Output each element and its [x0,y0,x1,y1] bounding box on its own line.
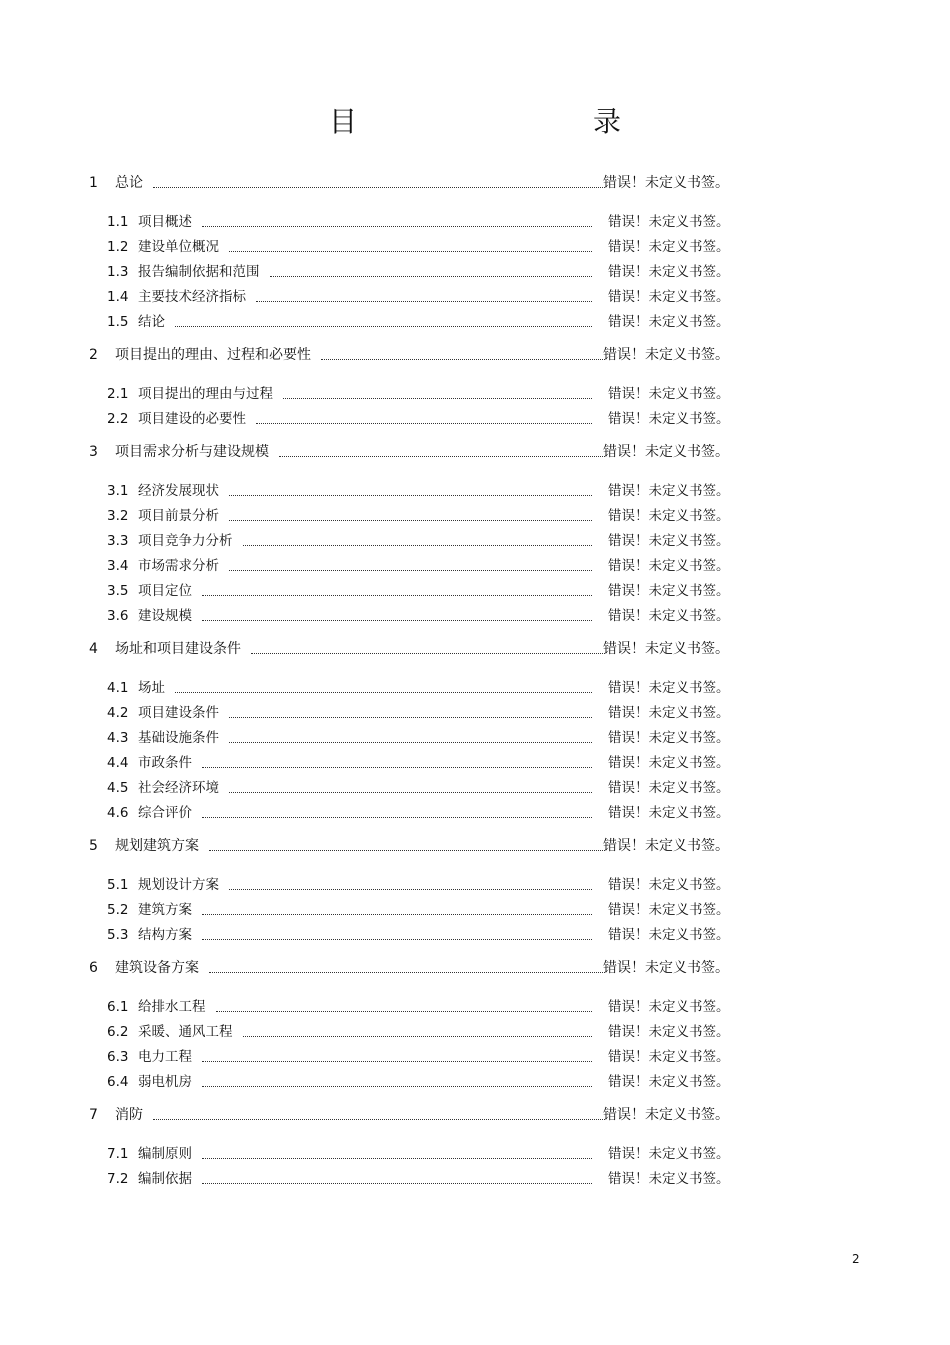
toc-section-group [0,1102,950,1192]
toc-page-reference-error: 错误！未定义书签。 [608,608,730,624]
toc-leader-dots [229,701,592,726]
toc-leader-dots [153,1102,605,1128]
toc-entry-title: 项目建设条件 [138,705,219,721]
toc-subsection-entry[interactable] [0,407,950,432]
toc-entry-title: 电力工程 [138,1049,192,1065]
toc-page-reference-error: 错误！未定义书签。 [608,239,730,255]
toc-entry-number: 2 [89,347,98,363]
toc-subsection-entry[interactable] [0,1020,950,1045]
toc-page-reference-error: 错误！未定义书签。 [608,214,730,230]
toc-leader-dots [202,579,592,604]
toc-subsection-entry[interactable] [0,579,950,604]
toc-page-reference-error: 错误！未定义书签。 [603,1107,729,1123]
toc-leader-dots [202,1070,592,1095]
toc-entry-title: 结论 [138,314,165,330]
toc-page-reference-error: 错误！未定义书签。 [608,1171,730,1187]
toc-entry-title: 弱电机房 [138,1074,192,1090]
toc-subsection-entry[interactable] [0,310,950,335]
toc-entry-number: 1.4 [107,289,129,305]
toc-entry-number: 4 [89,641,98,657]
toc-section-group [0,170,950,335]
toc-subsection-entry[interactable] [0,210,950,235]
toc-entry-title: 规划设计方案 [138,877,219,893]
toc-entry-title: 结构方案 [138,927,192,943]
toc-leader-dots [243,529,592,554]
toc-leader-dots [229,554,592,579]
toc-page-reference-error: 错误！未定义书签。 [608,680,730,696]
toc-leader-dots [270,260,592,285]
toc-page-reference-error: 错误！未定义书签。 [608,386,730,402]
toc-leader-dots [256,407,592,432]
toc-entry-number: 7.2 [107,1171,129,1187]
toc-page-reference-error: 错误！未定义书签。 [608,264,730,280]
toc-leader-dots [216,995,592,1020]
toc-page-reference-error: 错误！未定义书签。 [608,999,730,1015]
toc-subsection-entry[interactable] [0,801,950,826]
toc-entry-title: 项目定位 [138,583,192,599]
toc-page-reference-error: 错误！未定义书签。 [603,175,729,191]
toc-entry-number: 1 [89,175,98,191]
toc-entry-number: 3.2 [107,508,129,524]
toc-entry-title: 采暖、通风工程 [138,1024,233,1040]
toc-entry-number: 5.3 [107,927,129,943]
toc-entry-title: 建设规模 [138,608,192,624]
toc-entry-number: 3.4 [107,558,129,574]
toc-page-reference-error: 错误！未定义书签。 [608,805,730,821]
toc-leader-dots [202,898,592,923]
toc-entry-title: 建筑设备方案 [115,960,199,976]
toc-page-reference-error: 错误！未定义书签。 [608,1049,730,1065]
toc-entry-number: 6.3 [107,1049,129,1065]
toc-entry-number: 4.1 [107,680,129,696]
toc-page-reference-error: 错误！未定义书签。 [608,902,730,918]
toc-page-reference-error: 错误！未定义书签。 [608,558,730,574]
toc-entry-title: 项目建设的必要性 [138,411,246,427]
toc-leader-dots [202,210,592,235]
toc-leader-dots [175,310,592,335]
toc-leader-dots [202,1142,592,1167]
toc-subsection-entry[interactable] [0,285,950,310]
toc-entry-title: 建筑方案 [138,902,192,918]
toc-entry-number: 6.2 [107,1024,129,1040]
toc-leader-dots [202,1167,592,1192]
toc-entry-title: 建设单位概况 [138,239,219,255]
toc-page-reference-error: 错误！未定义书签。 [603,641,729,657]
toc-entry-number: 5.1 [107,877,129,893]
toc-page-reference-error: 错误！未定义书签。 [608,755,730,771]
toc-subsection-entry[interactable] [0,751,950,776]
toc-entry-number: 6.1 [107,999,129,1015]
toc-entry-number: 4.4 [107,755,129,771]
toc-leader-dots [202,1045,592,1070]
toc-entry-title: 消防 [115,1107,143,1123]
toc-entry-number: 3.1 [107,483,129,499]
toc-page-reference-error: 错误！未定义书签。 [608,780,730,796]
toc-leader-dots [229,504,592,529]
toc-section-group [0,636,950,826]
toc-section-group [0,439,950,629]
toc-section-entry[interactable] [0,170,950,196]
toc-leader-dots [229,776,592,801]
toc-subsection-entry[interactable] [0,776,950,801]
table-of-contents [0,170,950,1199]
toc-entry-title: 编制原则 [138,1146,192,1162]
toc-leader-dots [279,439,605,465]
toc-entry-title: 项目竞争力分析 [138,533,233,549]
toc-leader-dots [209,833,605,859]
toc-page-reference-error: 错误！未定义书签。 [603,960,729,976]
toc-entry-title: 项目概述 [138,214,192,230]
toc-section-entry[interactable] [0,1102,950,1128]
toc-entry-number: 2.1 [107,386,129,402]
toc-section-group [0,955,950,1095]
toc-entry-title: 经济发展现状 [138,483,219,499]
toc-page-reference-error: 错误！未定义书签。 [608,314,730,330]
toc-entry-title: 项目提出的理由与过程 [138,386,273,402]
toc-subsection-entry[interactable] [0,676,950,701]
toc-entry-number: 6.4 [107,1074,129,1090]
toc-leader-dots [209,955,605,981]
toc-subsection-entry[interactable] [0,529,950,554]
toc-subsection-entry[interactable] [0,382,950,407]
toc-entry-number: 1.5 [107,314,129,330]
toc-section-entry[interactable] [0,342,950,368]
toc-subsection-entry[interactable] [0,604,950,629]
toc-page-reference-error: 错误！未定义书签。 [608,1074,730,1090]
toc-subsection-entry[interactable] [0,923,950,948]
toc-page-reference-error: 错误！未定义书签。 [608,411,730,427]
toc-entry-title: 项目提出的理由、过程和必要性 [115,347,311,363]
toc-section-entry[interactable] [0,636,950,662]
toc-subsection-entry[interactable] [0,504,950,529]
toc-leader-dots [229,726,592,751]
toc-page-reference-error: 错误！未定义书签。 [608,705,730,721]
toc-page-reference-error: 错误！未定义书签。 [608,877,730,893]
toc-subsection-entry[interactable] [0,1142,950,1167]
toc-section-entry[interactable] [0,955,950,981]
toc-entry-title: 场址 [138,680,165,696]
toc-subsection-entry[interactable] [0,1045,950,1070]
toc-entry-title: 基础设施条件 [138,730,219,746]
toc-entry-number: 4.5 [107,780,129,796]
toc-page-reference-error: 错误！未定义书签。 [608,1024,730,1040]
toc-entry-title: 规划建筑方案 [115,838,199,854]
toc-subsection-entry[interactable] [0,898,950,923]
toc-page-reference-error: 错误！未定义书签。 [608,1146,730,1162]
toc-entry-number: 1.1 [107,214,129,230]
toc-subsection-entry[interactable] [0,235,950,260]
toc-leader-dots [256,285,592,310]
toc-entry-number: 3.5 [107,583,129,599]
toc-page-reference-error: 错误！未定义书签。 [608,483,730,499]
toc-leader-dots [175,676,592,701]
page-title: 目 录 [328,105,681,138]
toc-entry-number: 7.1 [107,1146,129,1162]
toc-leader-dots [243,1020,592,1045]
toc-leader-dots [202,751,592,776]
toc-leader-dots [202,801,592,826]
toc-entry-number: 3 [89,444,98,460]
toc-entry-title: 主要技术经济指标 [138,289,246,305]
toc-subsection-entry[interactable] [0,1167,950,1192]
toc-leader-dots [229,479,592,504]
toc-entry-number: 4.3 [107,730,129,746]
toc-leader-dots [321,342,605,368]
toc-entry-number: 6 [89,960,98,976]
toc-entry-title: 市场需求分析 [138,558,219,574]
toc-section-group [0,833,950,948]
toc-page-reference-error: 错误！未定义书签。 [608,730,730,746]
toc-leader-dots [251,636,605,662]
toc-entry-title: 场址和项目建设条件 [115,641,241,657]
toc-subsection-entry[interactable] [0,554,950,579]
toc-subsection-entry[interactable] [0,1070,950,1095]
toc-leader-dots [229,235,592,260]
toc-entry-number: 3.6 [107,608,129,624]
toc-leader-dots [153,170,605,196]
toc-leader-dots [202,923,592,948]
toc-entry-number: 3.3 [107,533,129,549]
toc-section-entry[interactable] [0,833,950,859]
toc-page-reference-error: 错误！未定义书签。 [608,533,730,549]
toc-page-reference-error: 错误！未定义书签。 [608,583,730,599]
toc-entry-title: 项目需求分析与建设规模 [115,444,269,460]
toc-entry-title: 市政条件 [138,755,192,771]
toc-page-reference-error: 错误！未定义书签。 [603,838,729,854]
toc-page-reference-error: 错误！未定义书签。 [603,444,729,460]
toc-section-entry[interactable] [0,439,950,465]
toc-section-group [0,342,950,432]
toc-entry-title: 总论 [115,175,143,191]
toc-entry-title: 综合评价 [138,805,192,821]
toc-leader-dots [202,604,592,629]
toc-entry-number: 1.3 [107,264,129,280]
toc-page-reference-error: 错误！未定义书签。 [603,347,729,363]
toc-entry-number: 4.6 [107,805,129,821]
toc-entry-title: 社会经济环境 [138,780,219,796]
toc-entry-title: 项目前景分析 [138,508,219,524]
toc-entry-number: 2.2 [107,411,129,427]
toc-page-reference-error: 错误！未定义书签。 [608,508,730,524]
toc-subsection-entry[interactable] [0,873,950,898]
toc-leader-dots [229,873,592,898]
toc-leader-dots [283,382,592,407]
toc-subsection-entry[interactable] [0,995,950,1020]
toc-entry-title: 编制依据 [138,1171,192,1187]
toc-entry-number: 7 [89,1107,98,1123]
toc-entry-number: 5.2 [107,902,129,918]
toc-entry-number: 5 [89,838,98,854]
toc-entry-title: 报告编制依据和范围 [138,264,260,280]
toc-entry-number: 1.2 [107,239,129,255]
toc-page-reference-error: 错误！未定义书签。 [608,289,730,305]
page-number: 2 [852,1252,860,1266]
toc-page-reference-error: 错误！未定义书签。 [608,927,730,943]
toc-subsection-entry[interactable] [0,701,950,726]
toc-entry-title: 给排水工程 [138,999,206,1015]
toc-entry-number: 4.2 [107,705,129,721]
toc-subsection-entry[interactable] [0,260,950,285]
toc-subsection-entry[interactable] [0,726,950,751]
toc-subsection-entry[interactable] [0,479,950,504]
